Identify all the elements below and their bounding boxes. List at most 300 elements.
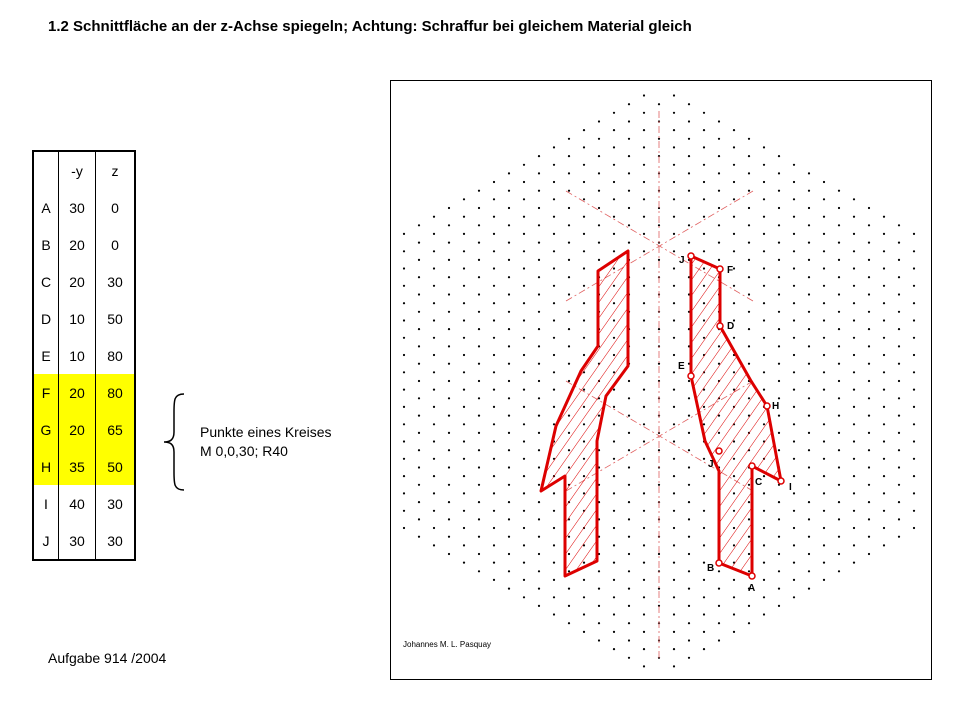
grid-dot xyxy=(433,492,435,494)
grid-dot xyxy=(883,216,885,218)
grid-dot xyxy=(553,337,555,339)
grid-dot xyxy=(613,562,615,564)
grid-dot xyxy=(538,155,540,157)
grid-dot xyxy=(838,345,840,347)
grid-dot xyxy=(418,345,420,347)
grid-dot xyxy=(628,622,630,624)
grid-dot xyxy=(658,484,660,486)
grid-dot xyxy=(493,337,495,339)
grid-dot xyxy=(538,449,540,451)
grid-dot xyxy=(508,588,510,590)
grid-dot xyxy=(493,285,495,287)
point-label: E xyxy=(678,361,685,372)
grid-dot xyxy=(613,233,615,235)
grid-dot xyxy=(418,276,420,278)
grid-dot xyxy=(688,415,690,417)
grid-dot xyxy=(658,449,660,451)
grid-dot xyxy=(718,190,720,192)
grid-dot xyxy=(733,146,735,148)
grid-dot xyxy=(853,371,855,373)
point-label: F xyxy=(727,265,734,276)
grid-dot xyxy=(463,458,465,460)
grid-dot xyxy=(403,475,405,477)
point-label: H xyxy=(772,401,780,412)
grid-dot xyxy=(778,155,780,157)
grid-dot xyxy=(628,103,630,105)
grid-dot xyxy=(568,328,570,330)
grid-dot xyxy=(568,224,570,226)
grid-dot xyxy=(508,449,510,451)
grid-dot xyxy=(823,510,825,512)
grid-dot xyxy=(553,423,555,425)
grid-dot xyxy=(793,371,795,373)
grid-dot xyxy=(853,475,855,477)
grid-dot xyxy=(613,406,615,408)
grid-dot xyxy=(703,233,705,235)
grid-dot xyxy=(808,363,810,365)
grid-dot xyxy=(568,242,570,244)
grid-dot xyxy=(613,389,615,391)
grid-dot xyxy=(553,267,555,269)
grid-dot xyxy=(838,449,840,451)
grid-dot xyxy=(493,492,495,494)
grid-dot xyxy=(523,579,525,581)
grid-dot xyxy=(523,233,525,235)
grid-dot xyxy=(748,207,750,209)
grid-dot xyxy=(433,544,435,546)
point-marker xyxy=(717,323,723,329)
grid-dot xyxy=(763,146,765,148)
grid-dot xyxy=(808,518,810,520)
grid-dot xyxy=(433,458,435,460)
grid-dot xyxy=(598,639,600,641)
grid-dot xyxy=(703,544,705,546)
grid-dot xyxy=(628,484,630,486)
grid-dot xyxy=(838,553,840,555)
grid-dot xyxy=(763,596,765,598)
grid-dot xyxy=(898,242,900,244)
point-marker xyxy=(749,573,755,579)
grid-dot xyxy=(793,181,795,183)
grid-dot xyxy=(673,527,675,529)
grid-dot xyxy=(838,397,840,399)
point-marker xyxy=(717,266,723,272)
grid-dot xyxy=(883,544,885,546)
grid-dot xyxy=(613,510,615,512)
grid-dot xyxy=(793,285,795,287)
grid-dot xyxy=(763,181,765,183)
grid-dot xyxy=(403,319,405,321)
grid-dot xyxy=(493,458,495,460)
grid-dot xyxy=(733,267,735,269)
grid-dot xyxy=(868,328,870,330)
grid-dot xyxy=(523,319,525,321)
grid-dot xyxy=(823,285,825,287)
grid-dot xyxy=(508,466,510,468)
grid-dot xyxy=(643,354,645,356)
point-marker xyxy=(778,478,784,484)
grid-dot xyxy=(853,319,855,321)
grid-dot xyxy=(643,423,645,425)
grid-dot xyxy=(508,172,510,174)
grid-dot xyxy=(583,216,585,218)
grid-dot xyxy=(568,155,570,157)
grid-dot xyxy=(913,492,915,494)
grid-dot xyxy=(703,613,705,615)
grid-dot xyxy=(478,363,480,365)
grid-dot xyxy=(553,579,555,581)
grid-dot xyxy=(508,380,510,382)
grid-dot xyxy=(433,267,435,269)
grid-dot xyxy=(598,224,600,226)
grid-dot xyxy=(838,380,840,382)
table-cell-point: H xyxy=(33,448,59,485)
grid-dot xyxy=(673,389,675,391)
grid-dot xyxy=(883,371,885,373)
grid-dot xyxy=(613,544,615,546)
point-label: I xyxy=(789,482,792,493)
grid-dot xyxy=(673,285,675,287)
grid-dot xyxy=(643,267,645,269)
grid-dot xyxy=(883,285,885,287)
grid-dot xyxy=(493,579,495,581)
grid-dot xyxy=(508,242,510,244)
grid-dot xyxy=(898,276,900,278)
grid-dot xyxy=(478,397,480,399)
grid-dot xyxy=(868,345,870,347)
grid-dot xyxy=(538,536,540,538)
grid-dot xyxy=(523,371,525,373)
grid-dot xyxy=(523,250,525,252)
grid-dot xyxy=(793,440,795,442)
grid-dot xyxy=(853,233,855,235)
grid-dot xyxy=(643,648,645,650)
grid-dot xyxy=(793,544,795,546)
grid-dot xyxy=(508,501,510,503)
grid-dot xyxy=(478,276,480,278)
grid-dot xyxy=(448,363,450,365)
grid-dot xyxy=(628,380,630,382)
grid-dot xyxy=(448,242,450,244)
grid-dot xyxy=(763,285,765,287)
grid-dot xyxy=(598,138,600,140)
grid-dot xyxy=(793,492,795,494)
table-header-row xyxy=(33,151,135,189)
table-cell-y: 30 xyxy=(59,522,96,560)
grid-dot xyxy=(508,415,510,417)
grid-dot xyxy=(403,371,405,373)
grid-dot xyxy=(703,164,705,166)
grid-dot xyxy=(898,449,900,451)
grid-dot xyxy=(613,631,615,633)
grid-dot xyxy=(583,233,585,235)
table-cell-point: A xyxy=(33,189,59,226)
grid-dot xyxy=(868,311,870,313)
grid-dot xyxy=(478,311,480,313)
grid-dot xyxy=(808,224,810,226)
grid-dot xyxy=(913,354,915,356)
isometric-drawing xyxy=(391,81,931,679)
grid-dot xyxy=(703,475,705,477)
grid-dot xyxy=(478,328,480,330)
grid-dot xyxy=(583,181,585,183)
point-label: D xyxy=(727,321,735,332)
grid-dot xyxy=(823,216,825,218)
grid-dot xyxy=(433,475,435,477)
grid-dot xyxy=(823,492,825,494)
grid-dot xyxy=(643,562,645,564)
grid-dot xyxy=(838,466,840,468)
point-marker xyxy=(716,448,722,454)
grid-dot xyxy=(478,466,480,468)
grid-dot xyxy=(853,302,855,304)
grid-dot xyxy=(808,484,810,486)
grid-dot xyxy=(688,536,690,538)
grid-dot xyxy=(748,363,750,365)
grid-dot xyxy=(598,570,600,572)
grid-dot xyxy=(883,510,885,512)
grid-dot xyxy=(613,146,615,148)
table-cell-z: 50 xyxy=(96,300,136,337)
table-cell-z: 50 xyxy=(96,448,136,485)
grid-dot xyxy=(463,492,465,494)
grid-dot xyxy=(418,501,420,503)
grid-dot xyxy=(673,164,675,166)
grid-dot xyxy=(673,458,675,460)
grid-dot xyxy=(823,579,825,581)
grid-dot xyxy=(598,155,600,157)
grid-dot xyxy=(688,570,690,572)
grid-dot xyxy=(523,510,525,512)
grid-dot xyxy=(883,440,885,442)
grid-dot xyxy=(883,458,885,460)
grid-dot xyxy=(748,242,750,244)
grid-dot xyxy=(763,475,765,477)
grid-dot xyxy=(793,198,795,200)
grid-dot xyxy=(538,172,540,174)
grid-dot xyxy=(613,216,615,218)
grid-dot xyxy=(658,259,660,261)
grid-dot xyxy=(493,198,495,200)
grid-dot xyxy=(673,492,675,494)
grid-dot xyxy=(583,579,585,581)
grid-dot xyxy=(418,449,420,451)
table-cell-point: E xyxy=(33,337,59,374)
grid-dot xyxy=(808,397,810,399)
grid-dot xyxy=(553,544,555,546)
table-cell-z: 80 xyxy=(96,337,136,374)
grid-dot xyxy=(613,596,615,598)
grid-dot xyxy=(433,319,435,321)
grid-dot xyxy=(508,570,510,572)
grid-dot xyxy=(913,233,915,235)
grid-dot xyxy=(448,345,450,347)
circle-note-line2: M 0,0,30; R40 xyxy=(200,443,288,459)
grid-dot xyxy=(478,570,480,572)
grid-dot xyxy=(448,328,450,330)
grid-dot xyxy=(793,423,795,425)
grid-dot xyxy=(778,536,780,538)
grid-dot xyxy=(538,397,540,399)
grid-dot xyxy=(598,242,600,244)
grid-dot xyxy=(613,112,615,114)
point-label: A xyxy=(748,583,756,594)
isometric-drawing-sheet xyxy=(390,80,932,680)
grid-dot xyxy=(553,285,555,287)
grid-dot xyxy=(553,596,555,598)
grid-dot xyxy=(478,432,480,434)
grid-dot xyxy=(868,397,870,399)
grid-dot xyxy=(613,458,615,460)
grid-dot xyxy=(433,371,435,373)
grid-dot xyxy=(643,198,645,200)
grid-dot xyxy=(703,579,705,581)
grid-dot xyxy=(883,319,885,321)
grid-dot xyxy=(688,501,690,503)
grid-dot xyxy=(598,207,600,209)
grid-dot xyxy=(628,190,630,192)
grid-dot xyxy=(673,112,675,114)
grid-dot xyxy=(823,458,825,460)
grid-dot xyxy=(553,406,555,408)
grid-dot xyxy=(778,501,780,503)
grid-dot xyxy=(838,293,840,295)
grid-dot xyxy=(568,588,570,590)
table-cell-y: 10 xyxy=(59,300,96,337)
grid-dot xyxy=(568,259,570,261)
grid-dot xyxy=(568,276,570,278)
grid-dot xyxy=(643,112,645,114)
grid-dot xyxy=(643,233,645,235)
grid-dot xyxy=(748,311,750,313)
point-marker xyxy=(764,403,770,409)
grid-dot xyxy=(493,216,495,218)
grid-dot xyxy=(763,544,765,546)
grid-dot xyxy=(778,293,780,295)
grid-dot xyxy=(418,293,420,295)
grid-dot xyxy=(448,501,450,503)
grid-dot xyxy=(823,544,825,546)
grid-dot xyxy=(748,172,750,174)
grid-dot xyxy=(838,311,840,313)
table-cell-z: 30 xyxy=(96,485,136,522)
grid-dot xyxy=(538,518,540,520)
grid-dot xyxy=(913,389,915,391)
grid-dot xyxy=(748,345,750,347)
grid-dot xyxy=(523,337,525,339)
grid-dot xyxy=(463,302,465,304)
grid-dot xyxy=(643,579,645,581)
grid-dot xyxy=(778,207,780,209)
grid-dot xyxy=(493,440,495,442)
grid-dot xyxy=(418,466,420,468)
grid-dot xyxy=(673,648,675,650)
grid-dot xyxy=(418,518,420,520)
table-cell-y: 20 xyxy=(59,226,96,263)
grid-dot xyxy=(688,155,690,157)
grid-dot xyxy=(778,432,780,434)
grid-dot xyxy=(823,181,825,183)
curly-brace-icon xyxy=(160,392,190,492)
grid-dot xyxy=(643,596,645,598)
grid-dot xyxy=(403,440,405,442)
grid-dot xyxy=(778,242,780,244)
grid-dot xyxy=(898,380,900,382)
grid-dot xyxy=(793,389,795,391)
table-header-cell xyxy=(33,151,59,189)
grid-dot xyxy=(703,596,705,598)
grid-dot xyxy=(733,129,735,131)
grid-dot xyxy=(523,458,525,460)
grid-dot xyxy=(538,605,540,607)
grid-dot xyxy=(508,311,510,313)
grid-dot xyxy=(868,276,870,278)
page-title: 1.2 Schnittfläche an der z-Achse spiegeln; Achtung: Schraffur bei gleichem Material gleich xyxy=(48,18,692,35)
grid-dot xyxy=(508,484,510,486)
grid-dot xyxy=(673,440,675,442)
grid-dot xyxy=(808,242,810,244)
grid-dot xyxy=(418,380,420,382)
grid-dot xyxy=(448,224,450,226)
point-label: C xyxy=(755,477,763,488)
grid-dot xyxy=(508,190,510,192)
grid-dot xyxy=(823,562,825,564)
grid-dot xyxy=(568,172,570,174)
grid-dot xyxy=(898,484,900,486)
grid-dot xyxy=(433,302,435,304)
grid-dot xyxy=(838,224,840,226)
grid-dot xyxy=(793,302,795,304)
grid-dot xyxy=(493,302,495,304)
grid-dot xyxy=(823,371,825,373)
grid-dot xyxy=(538,380,540,382)
grid-dot xyxy=(868,224,870,226)
grid-dot xyxy=(643,181,645,183)
grid-dot xyxy=(868,432,870,434)
grid-dot xyxy=(688,605,690,607)
grid-dot xyxy=(493,527,495,529)
grid-dot xyxy=(643,665,645,667)
grid-dot xyxy=(838,190,840,192)
grid-dot xyxy=(913,527,915,529)
grid-dot xyxy=(688,518,690,520)
grid-dot xyxy=(703,250,705,252)
grid-dot xyxy=(628,657,630,659)
grid-dot xyxy=(418,311,420,313)
grid-dot xyxy=(418,484,420,486)
grid-dot xyxy=(553,319,555,321)
grid-dot xyxy=(898,311,900,313)
grid-dot xyxy=(508,328,510,330)
grid-dot xyxy=(538,242,540,244)
point-marker xyxy=(688,253,694,259)
grid-dot xyxy=(433,527,435,529)
grid-dot xyxy=(673,302,675,304)
grid-dot xyxy=(823,302,825,304)
grid-dot xyxy=(778,259,780,261)
grid-dot xyxy=(553,198,555,200)
grid-dot xyxy=(823,475,825,477)
grid-dot xyxy=(808,553,810,555)
grid-dot xyxy=(763,579,765,581)
grid-dot xyxy=(403,302,405,304)
point-label: J xyxy=(708,459,714,470)
grid-dot xyxy=(508,207,510,209)
grid-dot xyxy=(718,588,720,590)
grid-dot xyxy=(478,415,480,417)
grid-dot xyxy=(628,432,630,434)
grid-dot xyxy=(808,415,810,417)
